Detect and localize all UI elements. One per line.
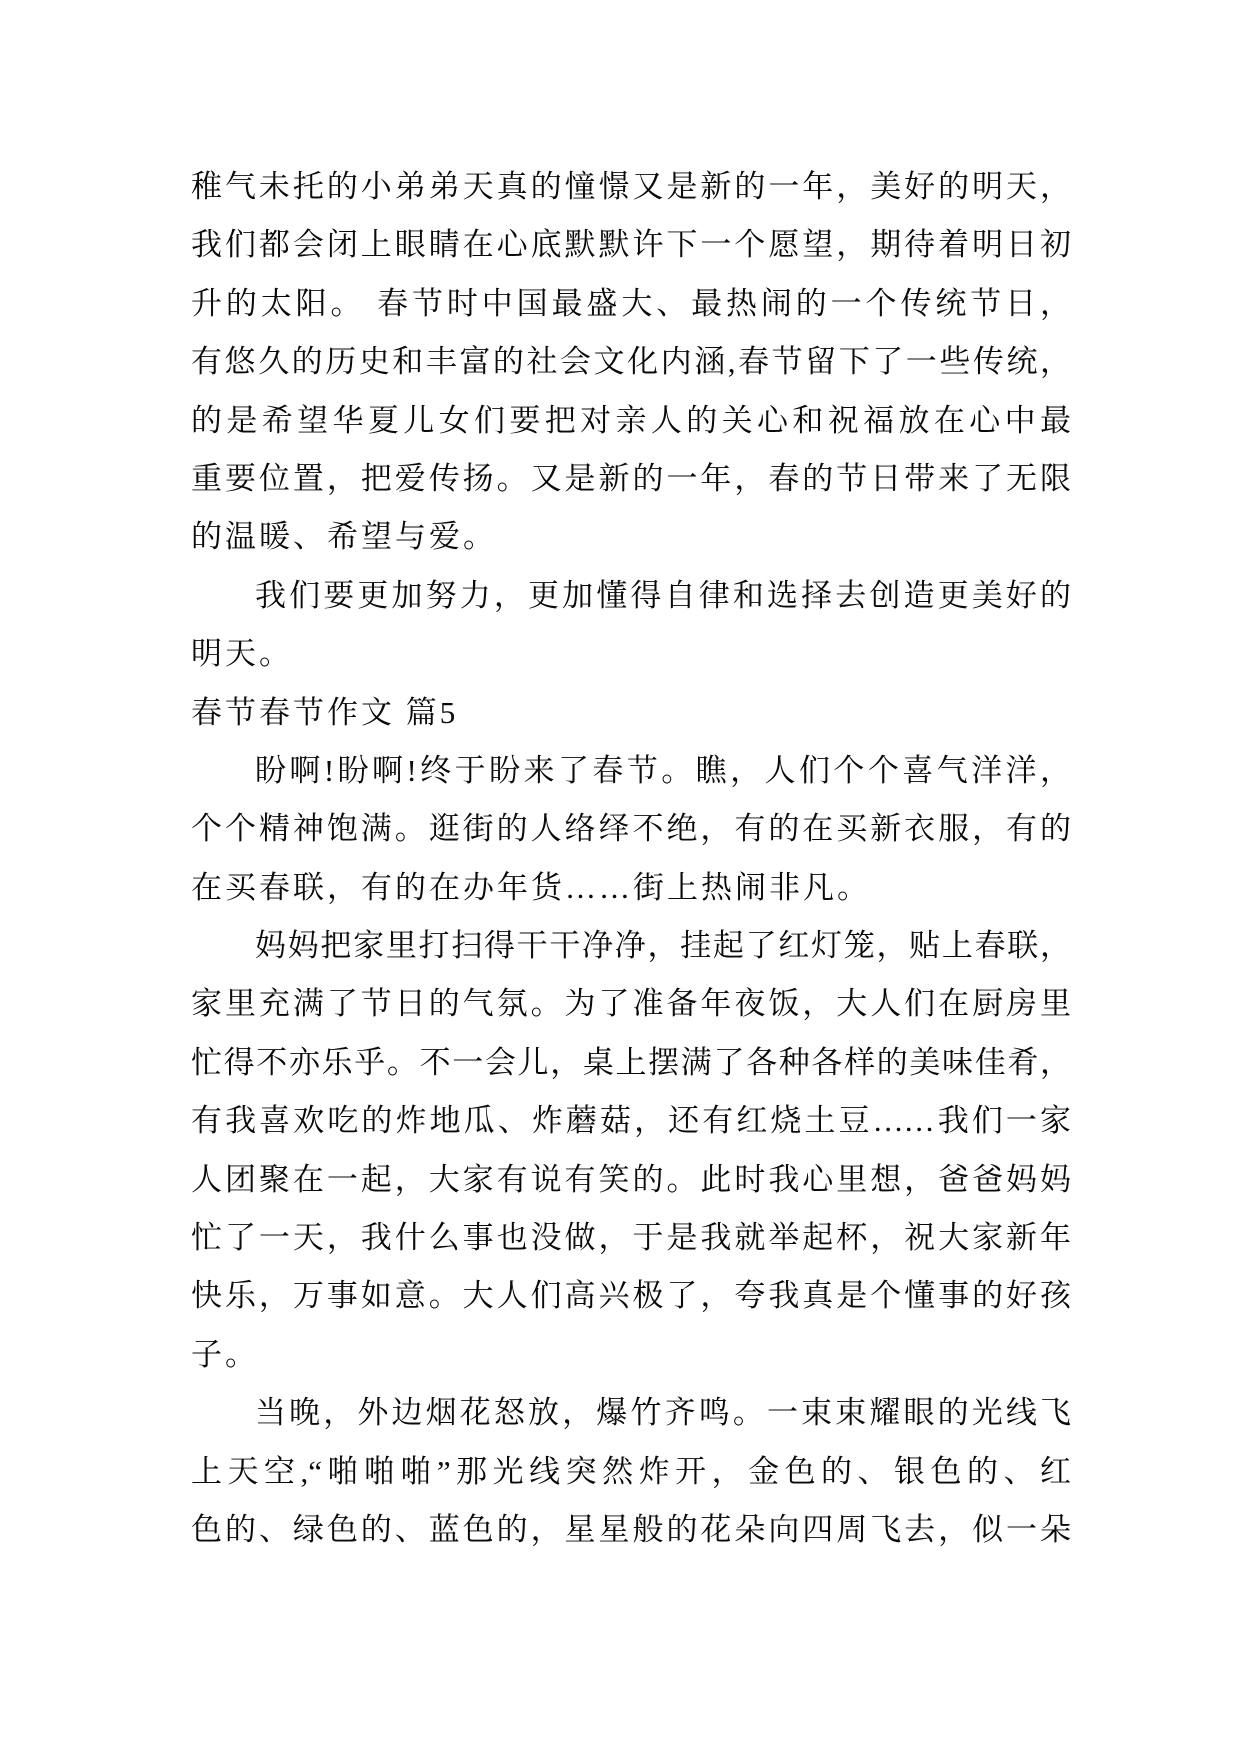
text-line: 子。 [191,1336,259,1372]
text-line: 升的太阳。 春节时中国最盛大、最热闹的一个传统节日， [191,285,1071,321]
text-line: 稚气未托的小弟弟天真的憧憬又是新的一年，美好的明天， [191,169,1071,204]
text-line: 上天空,“啪啪啪”那光线突然炸开，金色的、银色的、红 [191,1453,1071,1489]
text-line: 盼啊!盼啊!终于盼来了春节。瞧，人们个个喜气洋洋， [255,752,1071,788]
text-line: 我们都会闭上眼睛在心底默默许下一个愿望，期待着明日初 [191,227,1071,263]
text-line: 的温暖、希望与爱。 [191,519,497,555]
text-line: 当晚，外边烟花怒放，爆竹齐鸣。一束束耀眼的光线飞 [255,1395,1071,1431]
text-line: 色的、绿色的、蓝色的，星星般的花朵向四周飞去，似一朵 [191,1511,1071,1547]
text-line: 忙得不亦乐乎。不一会儿，桌上摆满了各种各样的美味佳肴， [191,1044,1071,1080]
text-line: 家里充满了节日的气氛。为了准备年夜饭，大人们在厨房里 [191,986,1071,1022]
text-line: 快乐，万事如意。大人们高兴极了，夸我真是个懂事的好孩 [191,1278,1071,1314]
text-line: 人团聚在一起，大家有说有笑的。此时我心里想，爸爸妈妈 [191,1161,1071,1197]
text-line: 妈妈把家里打扫得干干净净，挂起了红灯笼，贴上春联， [255,928,1071,964]
text-line: 忙了一天，我什么事也没做，于是我就举起杯，祝大家新年 [191,1220,1071,1256]
text-line: 个个精神饱满。逛街的人络绎不绝，有的在买新衣服，有的 [191,811,1071,847]
text-line: 明天。 [191,636,293,672]
text-line: 在买春联，有的在办年货……街上热闹非凡。 [191,869,871,905]
text-line: 有我喜欢吃的炸地瓜、炸蘑菇，还有红烧土豆……我们一家 [191,1103,1071,1139]
text-line: 的是希望华夏儿女们要把对亲人的关心和祝福放在心中最 [191,402,1071,438]
text-line: 有悠久的历史和丰富的社会文化内涵,春节留下了一些传统， [191,344,1071,380]
text-line: 重要位置，把爱传扬。又是新的一年，春的节日带来了无限 [191,460,1071,496]
section-heading: 春节春节作文 篇5 [191,694,459,730]
text-block [191,158,1071,1559]
text-line: 我们要更加努力，更加懂得自律和选择去创造更美好的 [255,577,1071,613]
